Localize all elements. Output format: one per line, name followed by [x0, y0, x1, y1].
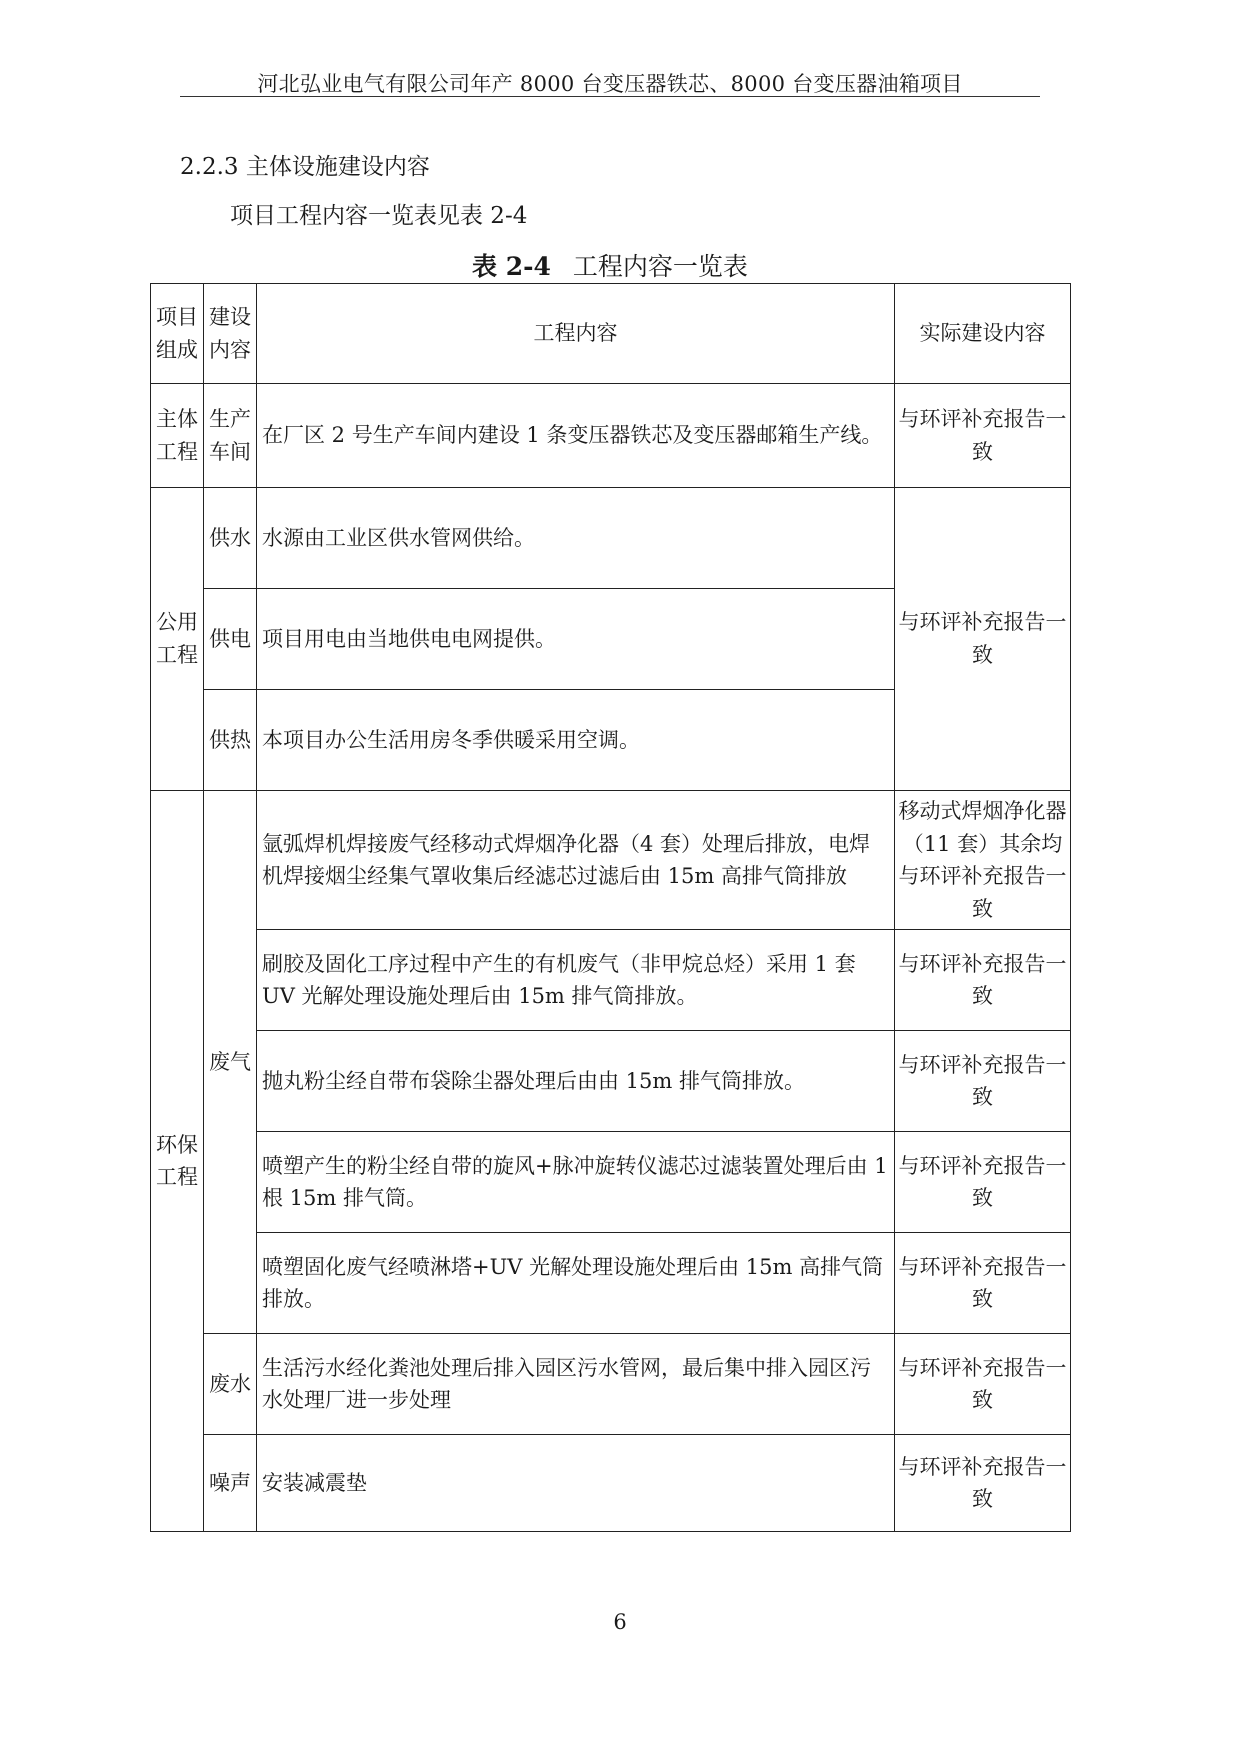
header-group: 项目组成 — [151, 284, 204, 384]
table-row — [151, 1031, 1071, 1132]
section-heading: 2.2.3 主体设施建设内容 — [180, 154, 430, 180]
row-actual: 与环评补充报告一致 — [895, 488, 1071, 791]
row-content: 在厂区 2 号生产车间内建设 1 条变压器铁芯及变压器邮箱生产线。 — [257, 384, 895, 488]
row-content: 喷塑产生的粉尘经自带的旋风+脉冲旋转仪滤芯过滤装置处理后由 1 根 15m 排气筒。 — [257, 1132, 895, 1233]
row-content: 水源由工业区供水管网供给。 — [257, 488, 895, 589]
table-row — [151, 791, 1071, 930]
row-content: 项目用电由当地供电电网提供。 — [257, 589, 895, 690]
row-content: 抛丸粉尘经自带布袋除尘器处理后由由 15m 排气筒排放。 — [257, 1031, 895, 1132]
table-caption — [150, 247, 1070, 283]
document-header: 河北弘业电气有限公司年产 8000 台变压器铁芯、8000 台变压器油箱项目 — [257, 72, 963, 96]
row-actual: 与环评补充报告一致 — [895, 1132, 1071, 1233]
row-content: 生活污水经化粪池处理后排入园区污水管网，最后集中排入园区污水处理厂进一步处理 — [257, 1334, 895, 1435]
header-actual: 实际建设内容 — [895, 284, 1071, 384]
row-item: 生产车间 — [204, 384, 257, 488]
row-actual: 与环评补充报告一致 — [895, 384, 1071, 488]
row-actual: 与环评补充报告一致 — [895, 930, 1071, 1031]
row-item: 供水 — [204, 488, 257, 589]
table-row — [151, 930, 1071, 1031]
section-intro: 项目工程内容一览表见表 2-4 — [230, 203, 528, 229]
table-row — [151, 1132, 1071, 1233]
table-header-row — [151, 284, 1071, 384]
row-content: 喷塑固化废气经喷淋塔+UV 光解处理设施处理后由 15m 高排气筒排放。 — [257, 1233, 895, 1334]
page-number: 6 — [613, 1610, 627, 1634]
row-content: 安装减震垫 — [257, 1435, 895, 1532]
row-content: 氩弧焊机焊接废气经移动式焊烟净化器（4 套）处理后排放，电焊机焊接烟尘经集气罩收集后经滤芯过滤后由 15m 高排气筒排放 — [257, 791, 895, 930]
table-row — [151, 1334, 1071, 1435]
table-row — [151, 384, 1071, 488]
row-item: 废气 — [204, 791, 257, 1334]
row-actual: 与环评补充报告一致 — [895, 1334, 1071, 1435]
header-item: 建设内容 — [204, 284, 257, 384]
table-caption-number: 表 2-4 — [472, 252, 551, 281]
group-env: 环保工程 — [151, 791, 204, 1532]
row-actual: 移动式焊烟净化器（11 套）其余均与环评补充报告一致 — [895, 791, 1071, 930]
row-item: 供电 — [204, 589, 257, 690]
table-row — [151, 1435, 1071, 1532]
row-item: 废水 — [204, 1334, 257, 1435]
row-actual: 与环评补充报告一致 — [895, 1435, 1071, 1532]
header-rule — [180, 96, 1040, 97]
table-caption-title: 工程内容一览表 — [572, 252, 748, 281]
works-table — [150, 283, 1071, 1532]
row-actual: 与环评补充报告一致 — [895, 1031, 1071, 1132]
row-item: 供热 — [204, 690, 257, 791]
group-utility: 公用工程 — [151, 488, 204, 791]
row-actual: 与环评补充报告一致 — [895, 1233, 1071, 1334]
row-content: 刷胶及固化工序过程中产生的有机废气（非甲烷总烃）采用 1 套 UV 光解处理设施处理后由 15m 排气筒排放。 — [257, 930, 895, 1031]
header-content: 工程内容 — [257, 284, 895, 384]
row-content: 本项目办公生活用房冬季供暖采用空调。 — [257, 690, 895, 791]
table-row — [151, 1233, 1071, 1334]
row-item: 噪声 — [204, 1435, 257, 1532]
group-main: 主体工程 — [151, 384, 204, 488]
table-row — [151, 488, 1071, 589]
